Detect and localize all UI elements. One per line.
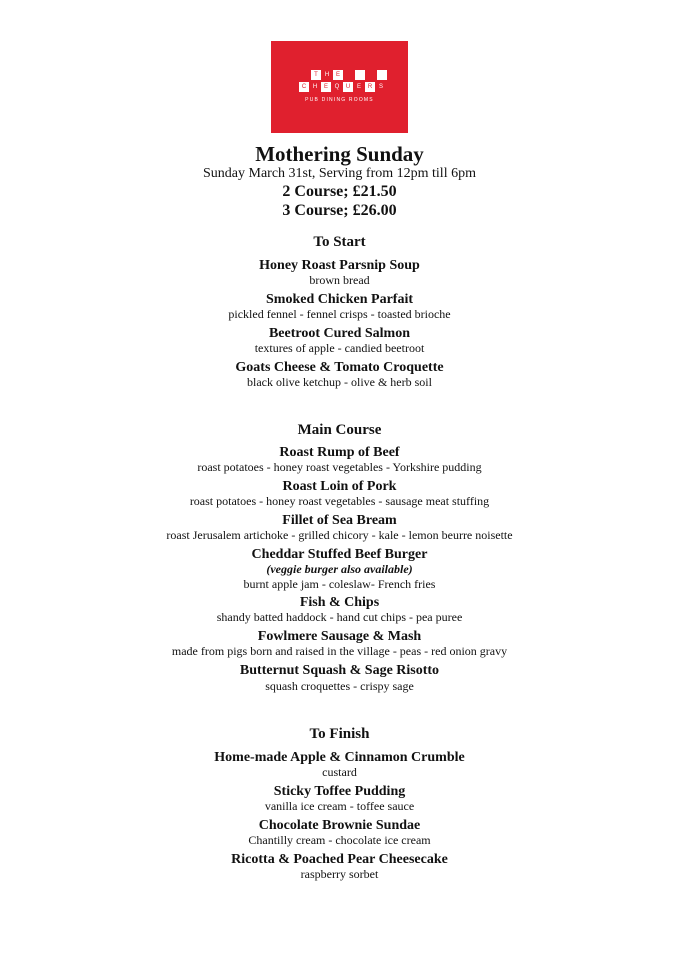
section-heading-starters: To Start <box>313 234 366 250</box>
logo-cell: E <box>333 70 343 80</box>
menu-item-name: Cheddar Stuffed Beef Burger <box>251 547 428 562</box>
logo-cell: Q <box>334 84 340 90</box>
menu-item-name: Butternut Squash & Sage Risotto <box>239 663 440 678</box>
menu-item-description: Chantilly cream - chocolate ice cream <box>248 833 431 847</box>
menu-item-name: Home-made Apple & Cinnamon Crumble <box>214 750 465 765</box>
logo-cell: R <box>365 82 375 92</box>
menu-item-name: Smoked Chicken Parfait <box>266 292 413 307</box>
menu-item-name: Ricotta & Poached Pear Cheesecake <box>231 852 448 867</box>
logo-row-the <box>300 70 392 82</box>
logo-cell <box>355 70 365 80</box>
menu-item-name: Honey Roast Parsnip Soup <box>259 258 420 273</box>
logo-cell: E <box>321 82 331 92</box>
menu-item-description: black olive ketchup - olive & herb soil <box>247 375 432 389</box>
logo-cell <box>377 70 387 80</box>
menu-item-name: Goats Cheese & Tomato Croquette <box>235 360 444 375</box>
menu-item-name: Fowlmere Sausage & Mash <box>257 629 422 644</box>
menu-item-description: pickled fennel - fennel crisps - toasted brioche <box>228 307 451 321</box>
menu-item-description: burnt apple jam - coleslaw- French fries <box>243 577 436 591</box>
logo-cell: H <box>312 84 318 90</box>
menu-item-note: (veggie burger also available) <box>266 562 413 576</box>
logo-cell: T <box>311 70 321 80</box>
section-heading-mains: Main Course <box>297 422 382 438</box>
menu-item-description: raspberry sorbet <box>300 867 379 881</box>
logo-cell <box>366 70 376 80</box>
logo-cell: C <box>299 82 309 92</box>
chequers-logo <box>271 41 408 133</box>
logo-cell: U <box>343 82 353 92</box>
menu-item-description: custard <box>322 765 357 779</box>
menu-item-name: Beetroot Cured Salmon <box>268 326 411 341</box>
menu-item-description: roast Jerusalem artichoke - grilled chicory - kale - lemon beurre noisette <box>166 528 513 542</box>
menu-item-name: Fillet of Sea Bream <box>282 513 397 528</box>
menu-item-name: Roast Rump of Beef <box>279 445 400 460</box>
menu-item-description: shandy batted haddock - hand cut chips - pea puree <box>216 610 463 624</box>
menu-item-description: squash croquettes - crispy sage <box>265 679 414 693</box>
menu-item-name: Chocolate Brownie Sundae <box>258 818 421 833</box>
menu-item-name: Sticky Toffee Pudding <box>273 784 406 799</box>
logo-cell: E <box>356 84 361 90</box>
logo-cell: H <box>324 72 330 78</box>
menu-item-description: textures of apple - candied beetroot <box>254 341 425 355</box>
menu-item-description: made from pigs born and raised in the village - peas - red onion gravy <box>171 644 508 658</box>
page-title: Mothering Sunday <box>255 142 424 166</box>
menu-item-name: Fish & Chips <box>299 595 380 610</box>
menu-item-description: roast potatoes - honey roast vegetables - sausage meat stuffing <box>189 494 490 508</box>
logo-row-chequers <box>299 82 392 94</box>
service-times: Sunday March 31st, Serving from 12pm till 6pm <box>203 166 476 181</box>
logo-chequer-grid <box>300 70 392 94</box>
menu-item-description: vanilla ice cream - toffee sauce <box>264 799 415 813</box>
menu-item-description: brown bread <box>309 273 370 287</box>
logo-cell <box>344 70 354 80</box>
price-two-course: 2 Course; £21.50 <box>282 183 397 200</box>
logo-cell: S <box>378 84 383 90</box>
logo-cell <box>300 70 310 80</box>
menu-item-name: Roast Loin of Pork <box>282 479 397 494</box>
menu-item-description: roast potatoes - honey roast vegetables - Yorkshire pudding <box>197 460 482 474</box>
logo-subtitle: PUB DINING ROOMS <box>305 97 374 103</box>
price-three-course: 3 Course; £26.00 <box>282 202 397 219</box>
section-heading-desserts: To Finish <box>309 726 370 742</box>
